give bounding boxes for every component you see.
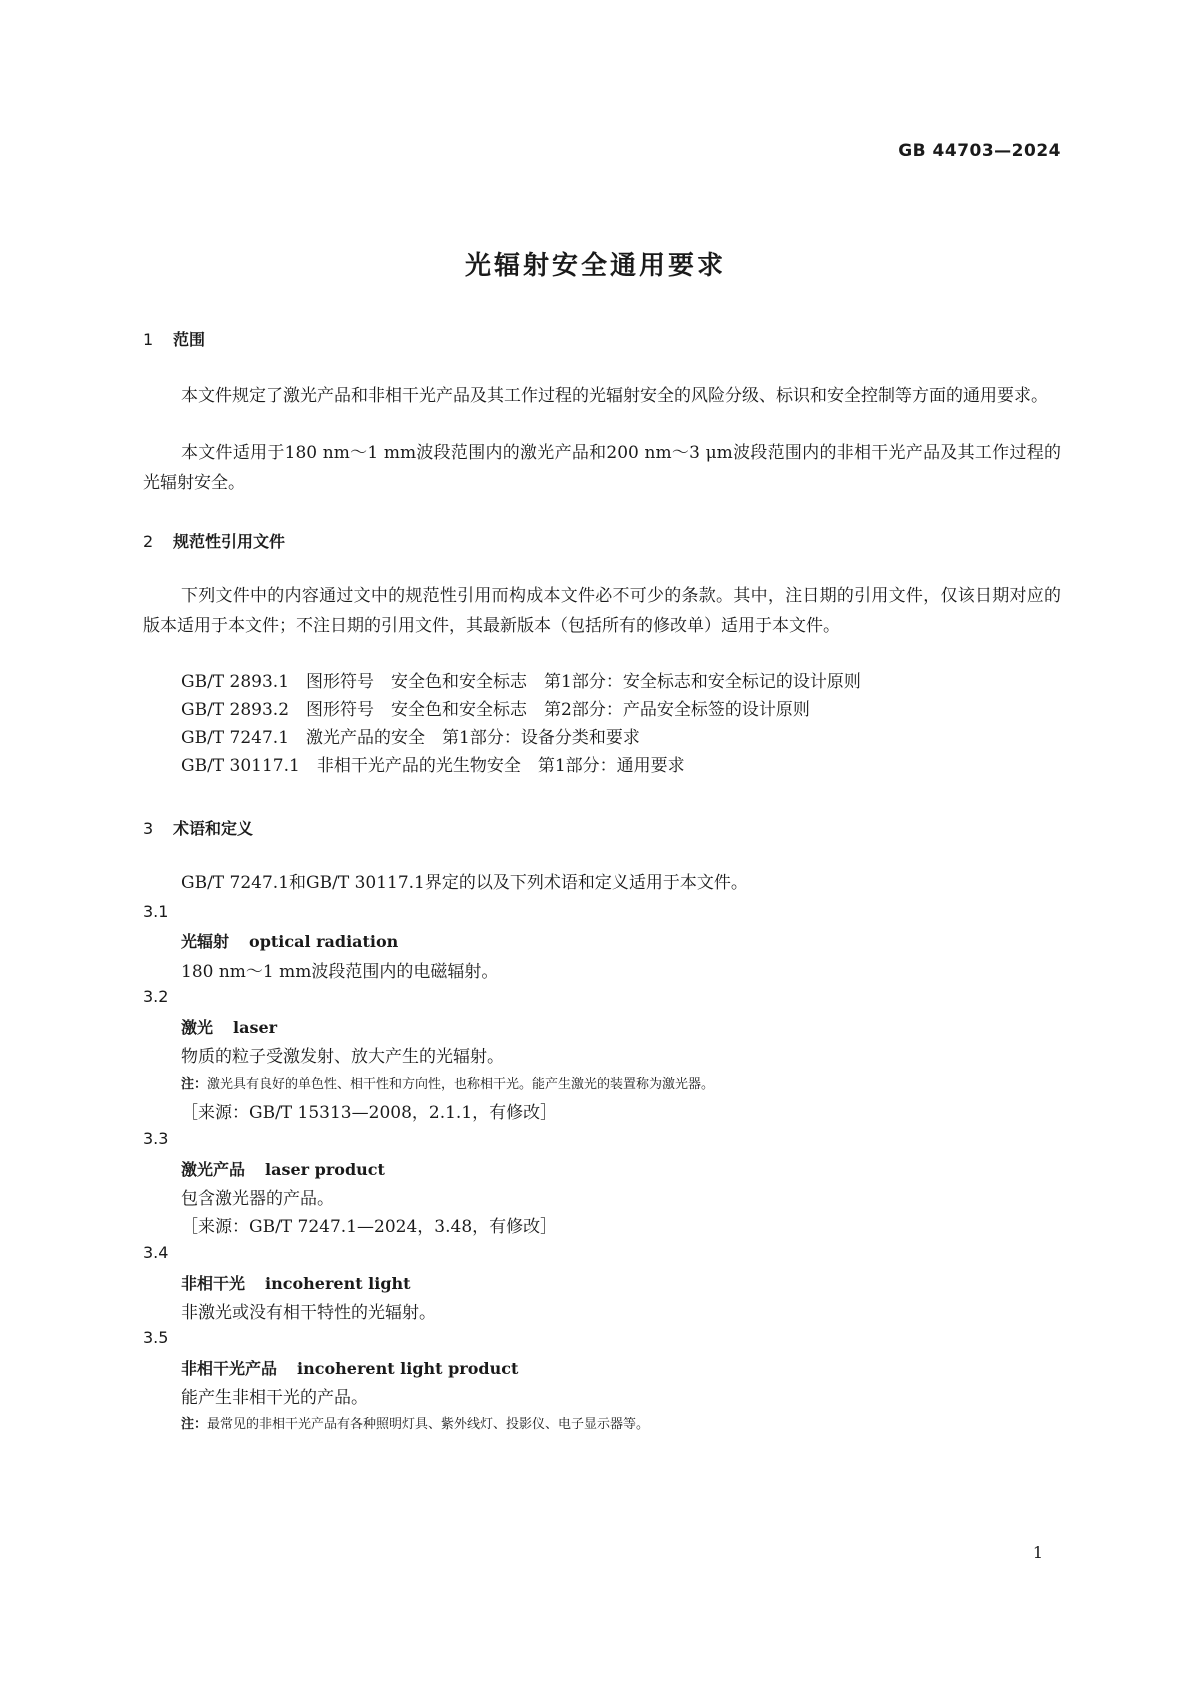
section-title: 术语和定义 (173, 819, 254, 838)
term-number: 3.5 (143, 1328, 169, 1347)
section-number: 3 (143, 819, 154, 838)
term-zh: 激光 (181, 1018, 214, 1037)
term-en: laser product (265, 1160, 385, 1179)
section-2-heading (143, 529, 285, 552)
term-definition: 能产生非相干光的产品。 (181, 1388, 368, 1408)
document-title: 光辐射安全通用要求 (464, 251, 726, 281)
term-number: 3.4 (143, 1243, 169, 1262)
term-heading (181, 1271, 411, 1294)
paragraph: 本文件适用于180 nm～1 mm波段范围内的激光产品和200 nm～3 μm波段范围内的非相干光产品及其工作过程的光辐射安全。 (143, 443, 1061, 493)
term-definition: 物质的粒子受激发射、放大产生的光辐射。 (181, 1047, 504, 1067)
reference-item: GB/T 30117.1 非相干光产品的光生物安全 第1部分：通用要求 (181, 756, 685, 776)
reference-item: GB/T 2893.1 图形符号 安全色和安全标志 第1部分：安全标志和安全标记的设计原则 (181, 672, 861, 692)
term-number: 3.2 (143, 987, 169, 1006)
term-number: 3.1 (143, 902, 169, 921)
term-number: 3.3 (143, 1129, 169, 1148)
reference-item: GB/T 2893.2 图形符号 安全色和安全标志 第2部分：产品安全标签的设计原则 (181, 700, 810, 720)
term-heading (181, 1157, 385, 1180)
term-definition: 180 nm～1 mm波段范围内的电磁辐射。 (181, 962, 499, 982)
section-title: 规范性引用文件 (173, 532, 286, 551)
term-zh: 非相干光产品 (181, 1359, 278, 1378)
term-heading (181, 1015, 277, 1038)
term-source: ［来源：GB/T 15313—2008，2.1.1，有修改］ (181, 1103, 558, 1123)
term-en: optical radiation (249, 932, 399, 951)
section-title: 范围 (173, 330, 206, 349)
note-text: 最常见的非相干光产品有各种照明灯具、紫外线灯、投影仪、电子显示器等。 (207, 1417, 650, 1432)
term-heading (181, 929, 398, 952)
note-label: 注： (181, 1077, 208, 1092)
reference-item: GB/T 7247.1 激光产品的安全 第1部分：设备分类和要求 (181, 728, 640, 748)
term-heading (181, 1356, 518, 1379)
paragraph: GB/T 7247.1和GB/T 30117.1界定的以及下列术语和定义适用于本文件。 (181, 873, 748, 893)
section-number: 2 (143, 532, 154, 551)
section-1-heading (143, 327, 205, 350)
note-label: 注： (181, 1417, 208, 1432)
term-en: incoherent light (265, 1274, 411, 1293)
term-en: incoherent light product (297, 1359, 519, 1378)
term-definition: 包含激光器的产品。 (181, 1189, 334, 1209)
page-number: 1 (1032, 1543, 1043, 1562)
standard-code: GB 44703—2024 (898, 141, 1061, 161)
term-en: laser (233, 1018, 278, 1037)
term-zh: 光辐射 (181, 932, 230, 951)
term-source: ［来源：GB/T 7247.1—2024，3.48，有修改］ (181, 1217, 558, 1237)
term-definition: 非激光或没有相干特性的光辐射。 (181, 1303, 436, 1323)
term-note (181, 1413, 649, 1432)
note-text: 激光具有良好的单色性、相干性和方向性，也称相干光。能产生激光的装置称为激光器。 (207, 1077, 715, 1092)
term-note (181, 1073, 714, 1092)
section-number: 1 (143, 330, 154, 349)
paragraph: 本文件规定了激光产品和非相干光产品及其工作过程的光辐射安全的风险分级、标识和安全控制等方面的通用要求。 (181, 386, 1048, 406)
paragraph: 下列文件中的内容通过文中的规范性引用而构成本文件必不可少的条款。其中，注日期的引用文件，仅该日期对应的版本适用于本文件；不注日期的引用文件，其最新版本（包括所有的修改单）适用于本文件。 (143, 586, 1061, 636)
term-zh: 激光产品 (181, 1160, 246, 1179)
term-zh: 非相干光 (181, 1274, 246, 1293)
section-3-heading (143, 816, 253, 839)
